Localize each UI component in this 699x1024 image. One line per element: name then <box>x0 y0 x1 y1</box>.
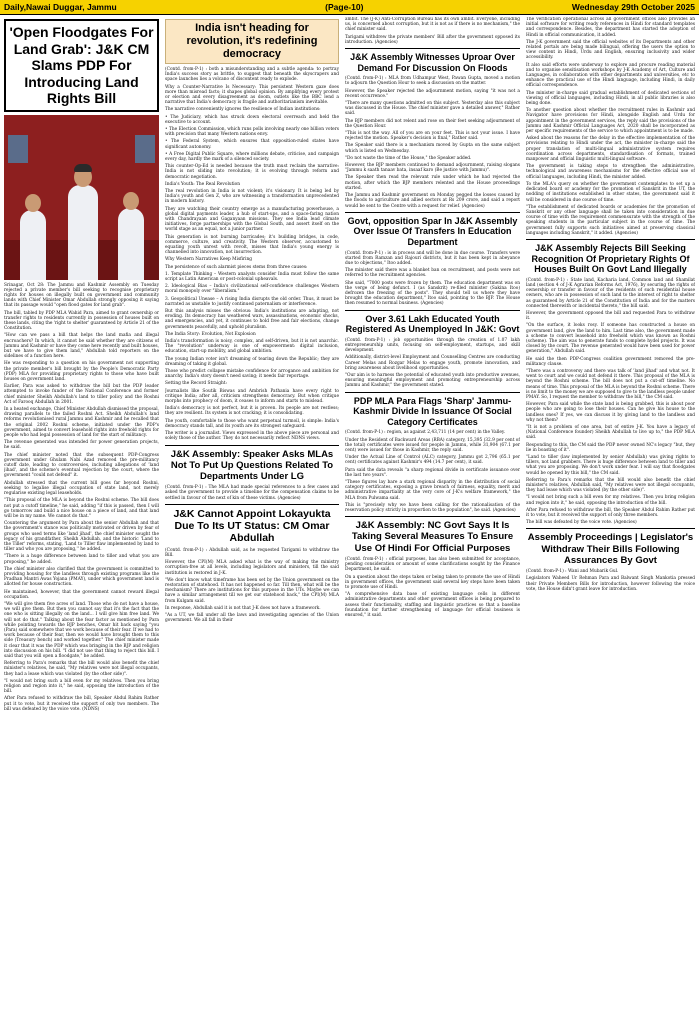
paragraph: Setting the Record Straight: <box>165 381 227 387</box>
divider <box>345 48 520 49</box>
masthead-page-number: (Page-10) <box>325 2 364 12</box>
masthead <box>0 0 699 15</box>
paragraph: "The establishment of dedicated boards or academies for the promotion of Sanskrit or any other language shall be taken into consideration in due course of time with the requirement commensurate with the strength of the speaking students in the particular subject in the course of time. The government fully supports such initiatives aimed at preserving classical languages including Sanskrit," it added. (Agencies) <box>526 204 695 236</box>
paragraph: The bill was defeated by the voice vote. (Agencies) <box>526 520 637 526</box>
paragraph: The Speaker said there is a mechanism moved by Gupta on the same subject which is listed on Wednesday. <box>345 143 520 154</box>
headline-bills-withdrawn: Assembly Proceedings | Legislator's Withdraw Their Bills Following Assurances By Govt <box>527 532 694 566</box>
paragraph: After Para refused to withdraw the bill, Speaker Abdul Rahim Rather put it to vote, but it received the support of only two members. The bill was defeated by the voice vote. (NDNS) <box>4 696 159 712</box>
headline-speaker-lg: J&K Assembly: Speaker Asks MLAs Not To Put Up Questions Related To Departments Under LG <box>170 448 334 482</box>
article-body-india-democracy <box>165 67 339 442</box>
paragraph: "I would not bring such a bill even for my relatives. Then you bring religion and region into it," he said, opposing the introduction of the bill. <box>4 678 159 695</box>
paragraph: "I would not bring such a bill even for my relatives. Then you bring religion and region into it," he said, opposing the introduction of the bill. <box>526 495 695 506</box>
paragraph: "This proposal of the MLA is beyond the Roshni scheme. The bill does not put a cutoff timeline," he said, adding "if this is passed, then I will go tomorrow and build a nice house on a piece of land, and that land will be in my name. We cannot do that." <box>4 498 159 519</box>
photo-head-3 <box>123 192 139 210</box>
photo-assembly <box>4 115 159 280</box>
paragraph: "Do not waste the time of the House," the Speaker added. <box>345 155 472 161</box>
paragraph: Legislators Waheed Ur Rehman Para and Balwant Singh Mankotia pressed their Private Members Bills for introduction, however following the voice vote, the House didn't grant leave for introduction. <box>526 576 695 592</box>
paragraph: India's democracy is not perfect, but it is proven. Its people are not restless; they are resilient. Its system is not cracking; it is consolidating. <box>165 406 339 417</box>
column-3 <box>345 17 520 1020</box>
paragraph: India's transformation is noisy, complex, and self-driven, but it is not anarchic. The "revolution" underway is one of empowerment: digital inclusion, education, start-up mobility, and global ambition. <box>165 339 339 355</box>
paragraph: The chief minister also clarified that the government is committed to providing housing for the landless through existing programs like the Pradhan Mantri Awas Yojana (PMAY), under which government land is allotted for house construction. <box>4 566 159 588</box>
paragraph: "It is not a problem of one area, but of entire J-K. You have a legacy of (National Conference founder) Sheikh Abdullah to live up to," the PDP MLA said. <box>526 425 695 441</box>
paragraph: (Contd. from-P-1) : both a misunderstanding and a subtle agenda: to portray India's success story as brittle, to suggest that beneath the skyscrapers and space launches lies a volcano of discontent ready to explode. <box>165 66 339 83</box>
photo-person-2 <box>68 185 98 280</box>
paragraph: (Contd. from-P-1) : MLA from Udhampur West, Pawan Gupta, moved a motion to adjourn the Question Hour to seek a discussion on the matter. <box>345 76 520 87</box>
paragraph: However, Para said while the state land is being grabbed, this is about poor people who are going to lose their houses. Can he give his house to the landless ones? If yes, we can discuss it by giving land to the landless and why not them? <box>526 402 695 423</box>
paragraph: The young Indian voter isn't dreaming of tearing down the Republic; they are dreaming of taking it global. <box>165 356 339 367</box>
article-body-certificates-divide <box>345 430 520 513</box>
paragraph: "This is not the way. All of you are on your feet. This is not your issue. I have rejected the motion. Speaker's decision is final," Rather said. <box>345 131 520 142</box>
divider <box>345 310 520 311</box>
article-body-hindi-official <box>345 557 520 618</box>
paragraph: "We don't know what timeframe has been set by the Union government on the restoration of statehood. It has not happened so far. Till then, what will be the mechanism? There are institutions for this purpose in the UTs. Maybe we can have a similar arrangement till we get our statehood back," the CPI(M) MLA from Kulgam said. <box>165 577 339 604</box>
paragraph: However, the CPI(M) MLA asked what is the way of making the ministry corruption-free at all levels, including legislators and ministers, till the said institution is restored in J-K. <box>165 560 339 576</box>
article-body-speaker-lg <box>165 485 339 501</box>
headline-india-democracy: India isn't heading for revolution, it's redefining democracy <box>165 19 339 64</box>
paragraph: Referring to Para's remarks that the bill would also benefit the chief minister's relatives, he said, "My relatives were not illegal occupants, they had a lease which was violated (by the other side)". <box>4 661 159 677</box>
photo-person-1 <box>20 210 46 280</box>
paragraph: The Jammu and Kashmir government on Monday pegged the losses caused by the floods to agriculture and allied sectors at Rs 209 crore, and said a report would be sent to the Centre with a request for relief. (Agencies) <box>345 193 520 209</box>
article-body-unemployed-youth <box>345 338 520 389</box>
paragraph: To the MLA's query on whether the government contemplates to set up a dedicated board or academy for the promotion of Sanskrit in the UT, the nodding of institutions established in other states, the government said it will be considered in due course of time. <box>526 181 695 203</box>
divider <box>345 516 520 517</box>
paragraph: She said, "7000 posts were frozen by them. The education department was on the verge of being defunct. I (as Sanskrit) re-filed minister (Sakina Itoo) defrozen the freezing of the posts". They should tell us where they have brought the education department," Itoo said, pointing to the BJP. The House then resumed to normal business. (Agencies) <box>345 280 520 307</box>
photo-cap-2 <box>74 164 92 172</box>
paragraph: (Contd. from-P-1) : Wani and Mubarik Gul. <box>526 569 619 575</box>
paragraph: "There is a huge difference between land to tiller and what you are proposing," he added. <box>4 554 159 565</box>
paragraph: Srinagar, Oct 28: The Jammu and Kashmir Assembly on Tuesday rejected a private member's bill seeking to recognise proprietary rights for houses on illegally built on government and community lands with Chief Minister Omar Abdullah strongly opposing it saying that its passage would "open flood gates for land grab". <box>4 282 159 309</box>
headline-bill-rejected: J&K Assembly Rejects Bill Seeking Recognition Of Proprietary Rights Of Houses Built On Govt Land Illegally <box>531 242 690 275</box>
divider <box>165 445 339 446</box>
headline-transfers: Govt, opposition Spar In J&K Assembly Over Issue Of Transfers In Education Department <box>347 215 518 247</box>
paragraph: The government is taking steps to strengthen the administrative, technological and awareness mechanisms for the effective official use of official languages, including Hindi, the minister added. <box>526 164 695 180</box>
paragraph: The revenue generated was intended for power generation projects, he said. <box>4 440 159 451</box>
divider <box>526 528 695 529</box>
paragraph: He said the then PDP-Congress coalition government removed the pre-militancy clause. <box>526 356 695 367</box>
paragraph: (Contd. from-P-1) : is in process and will be done in due course. Transfers were started from Ramzan and Rajouri districts, but it has been kept in abeyance due to objections," Itoo added. <box>345 250 520 266</box>
paragraph: The Speaker then read the relevant rule under which he had rejected the motion, after which the BJP members relented and the House proceedings started. <box>345 175 520 191</box>
paragraph: Abdullah stressed that the current bill goes far beyond Roshni, seeking to legalise illegal occupation of state land, not merely regularise existing legal leaseholds. <box>4 480 159 497</box>
paragraph: "There was a controversy and there was talk of 'land jihad' and what not. It went to court and we could not defend it there. This proposal of the MLA is beyond the Roshni scheme. The bill does not put a cut-off timeline. No means of time. This proposal of the MLA is beyond the Roshni scheme. There is no limit to the money we are supposed to give to the landless people under PMAY. So, I request the member to withdraw the bill," the CM said. <box>526 369 695 401</box>
paragraph: This counter-Op-Ed is needed because the truth must reclaim the narrative: India is not sliding into revolution; it is evolving through reform and democratic negotiation. <box>165 164 339 180</box>
paragraph: Referring to Para's remarks that the bill would also benefit the chief minister's relatives, Abdullah said, "My relatives were not illegal occupants, they had lease which was violated (by the other side)". <box>526 477 695 494</box>
paragraph: • The Judiciary, which has struck down electoral overreach and held the executive to account. <box>165 114 339 125</box>
divider <box>345 392 520 393</box>
headline-certificates-divide: PDP MLA Para Flags 'Sharp' Jammu-Kashmir Divide In Issuance Of Social Category Certificates <box>353 395 512 427</box>
paragraph: "Our aim is to harness the potential of educated youth into productive avenues, ensuring meaningful employment and promoting entrepreneurship across Jammu and Kashmir," the government stated. <box>345 373 520 389</box>
column-1 <box>4 17 159 1020</box>
article-body-lokayukta <box>165 548 339 624</box>
paragraph: To another question about whether the recruitment rules in Kashmir and Navigator have provisions for Hindi, alongside English and Urdu for appointment in the government services, the reply said the provisions of the Jammu and Kashmir Official Languages Act, 2020 shall be incorporated as per specific requirements of the service to which appointment is to be made. <box>526 108 695 135</box>
paragraph: "A comprehensive data base of existing language cells in different administrative departments and other government offices is being prepared to assess their functionality, staffing and linguistic practices so that a baseline foundation for further strengthening of language for official business is ensured," it said. <box>345 592 520 618</box>
paragraph: He was responding to a question on his government not supporting the private member's bill brought by the People's Democratic Party (PDP) MLA for providing proprietary rights to those who have built houses on government land. <box>4 361 159 383</box>
paragraph: This is "precisely why we have been calling for the rationalisation of the reservation policy strictly in proportion to the population", he said. (Agencies) <box>345 502 520 514</box>
paragraph: The real revolution in India is not violent; it's visionary. It is being led by India's youth and Gen Z, who are witnessing a transformation unprecedented in modern history. <box>165 188 339 205</box>
article-body-floods-uproar <box>345 76 520 208</box>
paragraph: "How can we pass a bill that helps the land mafia and illegal encroachers? In which, it cannot be said whether they are citizens of Jammu and Kashmir or have they come here recently and built houses, but we have to give them land," Abdullah told reporters on the sidelines of a function here. <box>4 333 159 360</box>
paragraph: The India Story: Evolution, Not Explosion <box>165 331 256 337</box>
paragraph: (Contd. from-P-1) : Abdullah said, as he requested Tarigami to withdraw the Bill. <box>165 547 339 559</box>
paragraph: The writer is a journalist. Views expressed in the above piece are personal and solely those of the author. They do not necessarily reflect NDNS views. <box>165 431 339 442</box>
headline-unemployed-youth: Over 3.61 Lakh Educated Youth Registered As Unemployed In J&K: Govt <box>345 313 520 335</box>
paragraph: Para said the data reveals "a sharp regional divide in certificate issuance over the last two years". <box>345 467 520 478</box>
paragraph: India's Youth: The Real Revolution <box>165 181 241 187</box>
headline-floods-uproar: J&K Assembly Witnesses Uproar Over Demand For Discussion On Floods <box>350 52 515 73</box>
paragraph: On a question about the steps taken or being taken to promote the use of Hindi in government offices, the government said several key steps have been taken to promote use of Hindi. <box>345 574 520 590</box>
paragraph: Asked about the reasons for the delay in the effective implementation of the provisions relating to Hindi under the act, the minister in-charge said the proper translation of multi-lingual administrative system requires coordination across departments, standardisation of formats, trained manpower and official linguistic multi-lingual software. <box>526 136 695 163</box>
masthead-date: Wednesday 29th October 2025 <box>571 2 695 12</box>
divider <box>526 239 695 240</box>
column-2 <box>165 17 339 1020</box>
paragraph: The chief minister noted that the subsequent PDP-Congress government under Ghulam Nabi Azad removed the pre-militancy cutoff date, leading to controversies, including allegations of 'land jihad', and the scheme's eventual rejection by the court, where the government "could not defend" it. <box>4 452 159 479</box>
paragraph: (Contd. from-P-1) : The MLA had made special references to a few cases and asked the government to provide a timeline for the compensation claims to be settled in favour of the next of kin of these victims. (Agencies) <box>165 485 339 501</box>
paragraph: The minister in-charge said gradual establishment of dedicated sections of viewing of official languages, including Hindi, in all public libraries is also being done. <box>526 90 695 107</box>
paragraph: This generation is not burning barricades; it's building bridges, in code, commerce, culture, and creativity. The Western observer, accustomed to equating youth unrest with revolt, misses that India's young energy is channelled into innovation, not insurrection. <box>165 234 339 256</box>
article-body-bill-rejected <box>526 278 695 526</box>
paragraph: • The Federal System, which ensures that opposition-ruled states have significant autonomy. <box>165 139 339 150</box>
headline-lokayukta: J&K Cannot Appoint Lokayukta Due To Its UT Status: CM Omar Abdullah <box>173 507 331 545</box>
photo-person-3 <box>118 208 144 280</box>
paragraph: • A Free Digital Public Square, where millions debate, criticise, and campaign every day, hardly the mark of a silenced society. <box>165 151 339 162</box>
paragraph: Additionally, district-level Employment and Counselling Centres are conducting Career Melas and Rozgar Melas to engage youth, promote innovation, and bring awareness about livelihood opportunities. <box>345 355 520 371</box>
divider <box>345 212 520 213</box>
photo-flag-left <box>8 135 28 163</box>
paragraph: (Contd. from-P-1) : official purposes, has also been submitted for acceptance, pending consideration or amount of some clarifications sought by the Finance Department, he said. <box>345 556 520 573</box>
divider <box>165 504 339 505</box>
paragraph: • The Election Commission, which runs polls involving nearly one billion voters with precision that many Western nations envy. <box>165 126 339 138</box>
paragraph: After Para refused to withdraw the bill, the Speaker Abdul Rahim Rather put it to vote, but it received the support of only three members. <box>526 507 695 519</box>
paragraph: "Land to tiller (law implemented by senior Abdullah) was giving rights to tillers, not land grabbers. There is huge difference between land to tiller and what you are proposing. We don't work under fear. I will say that floodgates would be opened by this bill," the CM said. <box>526 455 695 476</box>
paragraph: "On the surface, it looks rosy. If someone has constructed a house on government land, give the land to him. Last time also, the government made a scheme to convert leasehold into freehold which was known as Roshni (scheme). The aim was to generate funds to complete hydel projects. It was closed by the court. The revenue generated would have been used for power generation," Abdullah said. <box>526 323 695 355</box>
article-continuation-hindi <box>526 17 695 236</box>
photo-head-1 <box>25 194 41 212</box>
article-body-land-grab <box>4 283 159 712</box>
paragraph: Under the Actual Line of Control (ALC) category, Jammu got 2,796 (65.1 per cent) certificates against Kashmir's 494 (14.7 per cent), it said. <box>345 455 520 466</box>
paragraph: The narrative conveniently ignores the resilience of Indian institutions: <box>165 107 321 113</box>
paragraph: In a heated exchange, Chief Minister Abdullah dismissed the proposal, drawing parallels to the failed Roshni Act. Sheikh Abdullah's land reforms revolutionised rural Jammu and Kashmir and he recalled that the original 2002 Roshni scheme, initiated under the PDP's government, aimed to convert leasehold rights into freehold rights for people who had legal possession of land for the start of militancy. <box>4 407 159 439</box>
paragraph: ambit. The (J-K) Anti-Corruption Bureau has its own ambit. Everyone, including us, is concerned about corruption, but it is not as if there is no mechanism," the chief minister said. <box>345 17 520 33</box>
paragraph: "We will give them five acres of land. Those who do not have a house, we will give them. But then you cannot say that it's the fact that the one who is sitting illegally on the land... I will give him free land. We will not do that." Talking about the fear factor as mentioned by Para while pointing towards the BJP benches, Omar hit back saying "you (Para) said somewhere that we work because of their fear. If we had to work because of their fear, then we would have brought them to this side (Treasury bench) and worked together." The chief minister made it clear that it was the PDP which was bringing in the BJP and religion into discussion on his bill. "I did not use that thing to reject this bill. I said that you will open a floodgate," he added. <box>4 601 159 659</box>
masthead-paper-name: Daily,Nawai Duggar, Jammu <box>4 2 117 12</box>
headline-land-grab: 'Open Floodgates For Land Grab': J&K CM Slams PDP For Introducing Land Rights Bill <box>4 19 159 112</box>
paragraph: The youth, comfortable to those who want perpetual turmoil, is simple: India's democracy stands tall, and its youth are its strongest safeguard. <box>165 418 339 429</box>
article-continuation <box>345 17 520 45</box>
paragraph: Under the Resident of Backward Areas (RBA) category, 15,395 (32.9 per cent of the total) certificates were issued for people in Jammu, while 31,904 (67.1 per cent) were issued for those in Kashmir, the reply said. <box>345 437 520 454</box>
headline-hindi-official: J&K Assembly: NC Govt Says It Is Taking Several Measures To Ensure Use Of Hindi For Official Purposes <box>351 520 514 554</box>
paragraph: Tarigami withdrew the private members' Bill after the government opposed its introduction. (Agencies) <box>345 34 520 45</box>
paragraph: 2. Ideological Bias – India's civilizational self-confidence challenges Western moral monopoly over "liberalism." <box>165 284 339 295</box>
column-4 <box>526 17 695 1020</box>
article-body-bills-withdrawn <box>526 569 695 592</box>
paragraph: "As a UT, we fall under all the laws and investigating agencies of the Union government. We all fall in their <box>165 613 339 624</box>
paragraph: However, the government opposed the bill and requested Para to withdraw it. <box>526 310 695 322</box>
paragraph: 3. Geopolitical Unease – A rising India disrupts the old order. Thus, it must be narrated as unstable to justify continued paternalism or interference. <box>165 296 339 307</box>
paragraph: The persistence of such alarmist pieces stems from three causes: <box>165 264 308 270</box>
paragraph: Those who predict collapse mistake confidence for arrogance and ambition for anarchy. India's story doesn't need saving; it needs fair reportage. <box>165 369 339 380</box>
paragraph: In response, Abdullah said it is not that J-K does not have a framework. <box>165 605 321 611</box>
paragraph: The minister said there was a blanket ban on recruitment, and posts were not referred to the recruitment agencies. <box>345 268 520 279</box>
paragraph: Journalists like Soutik Biswas and Ambrish Pathania have every right to critique India; after all, criticism strengthens democracy. But when critique morphs into prophecy of doom, it ceases to inform and starts to mislead. <box>165 388 339 405</box>
paragraph: (Contd. from-P-1) : job opportunities through the creation of 1.07 lakh entrepreneurship units, focusing on self-employment, startups, and skill development. <box>345 337 520 354</box>
paragraph: Why a Counter-Narrative Is Necessary: This persistent Western gaze does more than misread facts; it shapes global opinion. By amplifying every protest or election and every disagreement as doom, outlets like the BBC lend a narrative that India's democracy is fragile and authoritarianism inevitable. <box>165 84 339 106</box>
paragraph: "There are many questions admitted on this subject. Yesterday also this subject was discussed in the House. The chief minister gave a detailed answer," Rather said. <box>345 101 520 117</box>
article-body-transfers <box>345 251 520 307</box>
paragraph: The bill, tabled by PDP MLA Wahid Para, aimed to grant ownership or transfer rights to residents currently in possession of houses built on these lands, citing the 'right to shelter' guaranteed by Article 21 of the Constitution. <box>4 310 159 332</box>
paragraph: However, the BJP members continued to demand adjournment, raising slogans "Jammu k saath tanaav bata, insaaf karo (Be justice with Jammu)". <box>345 163 520 174</box>
paragraph: The verification operational across all government offices also provides an initial software for writing ready references in Hindi for standard templates and correspondence. Besides, the department has started the adoption of Hindi in official communication, it added. <box>526 17 695 38</box>
paragraph: 1. Template Thinking – Western analysts consider India must follow the same script as Latin American or post-colonial upheavals. <box>165 271 339 283</box>
paragraph: "These figures lay bare a stark regional disparity in the distribution of social category certificates, exposing a grave breach of fairness, equality, merit and administrative impartiality at the very core of J-K's welfare framework," the MLA from Pulwama said. <box>345 480 520 501</box>
paragraph: Responding to this, the CM said the PDP never owned NC's legacy "but, they lie in boasting of it". <box>526 442 695 453</box>
paragraph: It also said efforts were underway to explore and procure reading material and to organise sensitisation workshops by J-K Academy of Art, Culture and Languages, in collaboration with other departments and universities, etc to enhance the practical use of the Hindi language, including Hindi, in daily official correspondence. <box>526 62 695 89</box>
paragraph: Earlier, Para was asked to withdraw the bill but the PDP leader attempted to invoke funder of the National Conference and former chief minister Sheikh Abdullah's land to tiller policy and the Roshni Act of Farooq Abdullah in 2001. <box>4 384 159 405</box>
paragraph: (Contd. from-P-1) : State land, Kacharia land, Common land and Shamilat land (section 4 of J-K Agrarian Reforms Act, 1976), by securing the rights of ownership or transfer in favour of the residents of such residential house owners, who are in possession of such land to the interest of right to shelter as guaranteed by Article 21 of the Constitution of India and for the matters connected therewith or incidental thereto," the bill said. <box>526 277 695 309</box>
paragraph: He maintained, however, that the government cannot reward illegal occupation. <box>4 589 159 600</box>
paragraph: Why Western Narratives Keep Misfiring <box>165 257 252 263</box>
paragraph: Countering the argument by Para about the senior Abdullah and that the government's stance was politically motivated or driven by fear of groups who used terms like 'land jihad', the chief minister sought the legacy of his grandfather, Sheikh Abdullah, and the historic 'Land to the Tiller' reforms, stating, 'Land to Tiller flaw implemented by land to tiller and who you are proposing,'' he added. <box>4 521 159 553</box>
paragraph: However, the Speaker rejected the adjournment motion, saying "it was not a recent occurrence." <box>345 88 520 99</box>
paragraph: They are watching their country emerge as a manufacturing powerhouse, a global digital payments leader, a hub of start-ups, and a space-faring nation with Chandrayaan and Gaganyaan missions. They see India lead climate initiatives, forge partnerships with the Global South, and assert itself on the world stage as an equal, not a junior partner. <box>165 206 339 233</box>
paragraph: The BJP members did not relent and rose on their feet seeking adjournment of the Question Hour. <box>345 118 520 129</box>
photo-flag-right <box>135 135 155 163</box>
paragraph: But this analysis misses the obvious: India's institutions are adapting, not eroding. Its democracy has weathered wars, assassinations, economic shocks, and emergencies, and yet, it continues to hold free and fair elections, change governments peacefully, and uphold pluralism. <box>165 309 339 330</box>
paragraph: The J-K government said the official websites of its Departments and other related portals are being made bilingual, offering the users the option to view content in Hindi, Urdu and English, ensuring inclusivity and wider accessibility. <box>526 39 695 61</box>
paragraph: (Contd. from-P-1) : region, as against 2,43,711 (14 per cent) in the Valley. <box>345 430 506 436</box>
